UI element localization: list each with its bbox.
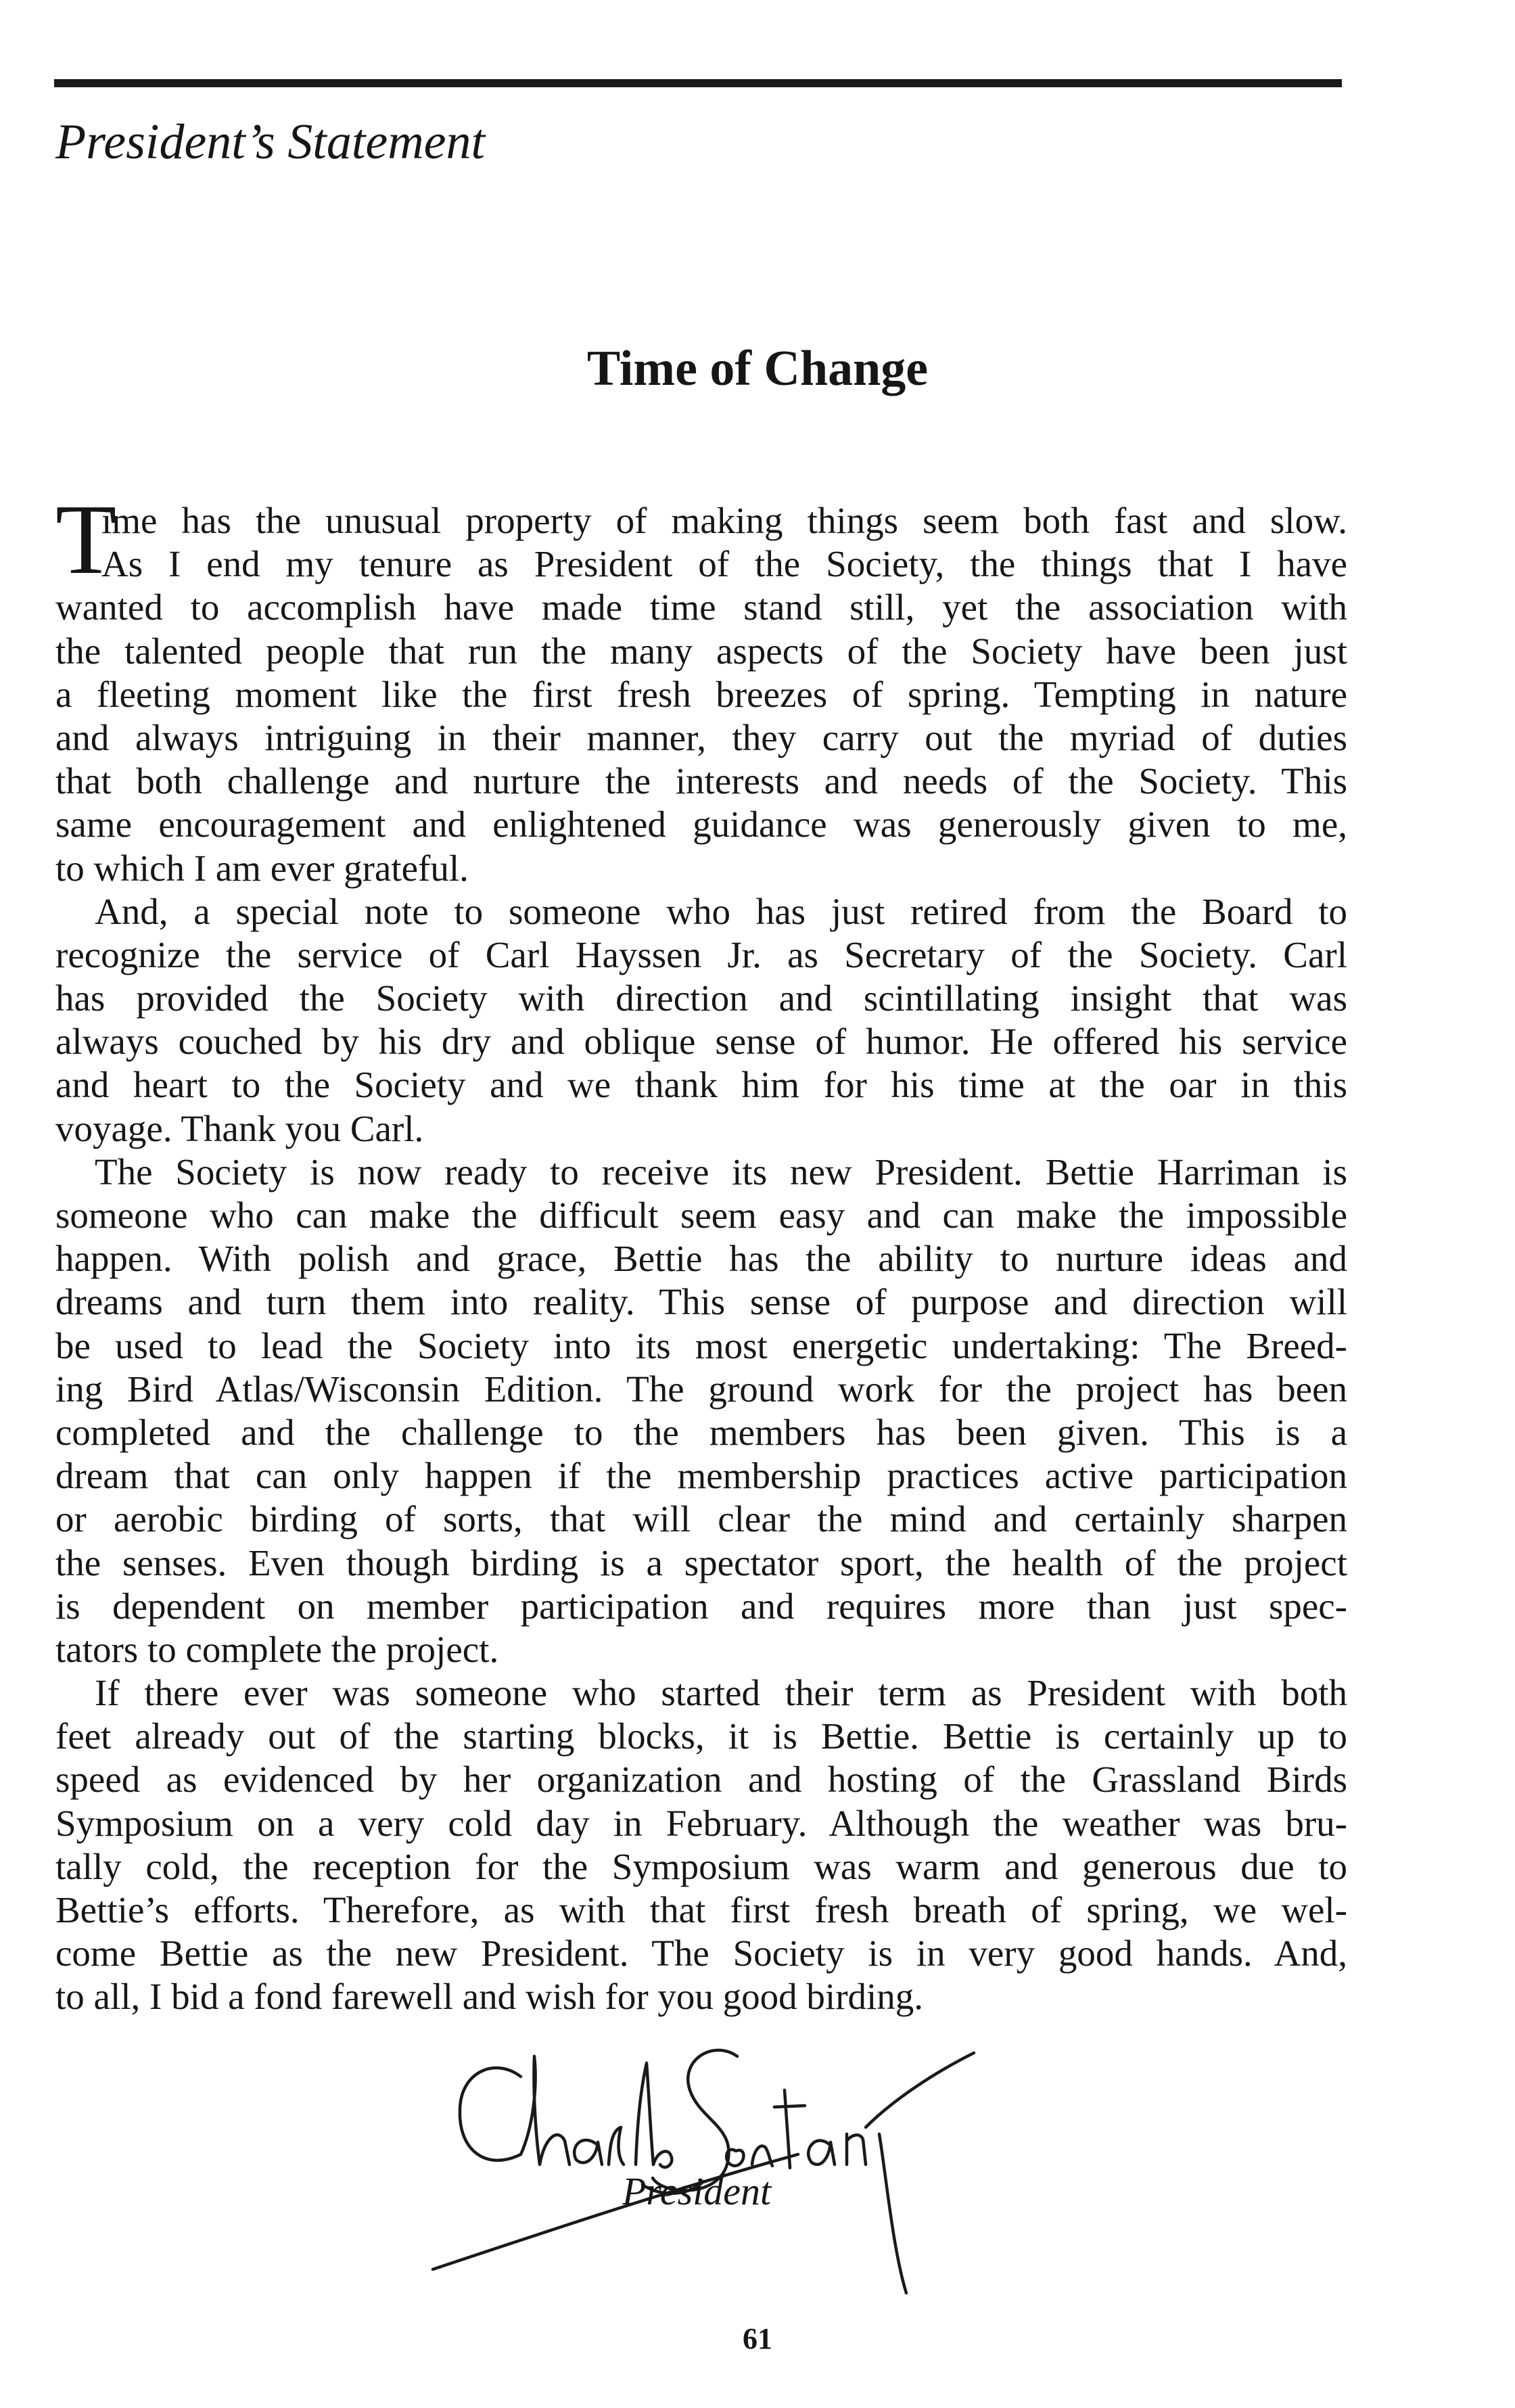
- text-line: ing Bird Atlas/Wisconsin Edition. The ground work for the project has been: [55, 1368, 1347, 1410]
- text-line: or aerobic birding of sorts, that will clear the mind and certainly sharpen: [55, 1498, 1347, 1540]
- text-line: voyage. Thank you Carl.: [55, 1107, 424, 1149]
- text-line: wanted to accomplish have made time stand still, yet the association with: [55, 586, 1347, 628]
- text-line: And, a special note to someone who has just retired from the Board to: [95, 890, 1347, 932]
- text-line: The Society is now ready to receive its new President. Bettie Harriman is: [95, 1151, 1347, 1193]
- text-line: ime has the unusual property of making things seem both fast and slow.: [101, 500, 1347, 541]
- text-line: completed and the challenge to the members has been given. This is a: [55, 1411, 1347, 1453]
- text-line: speed as evidenced by her organization and hosting of the Grassland Birds: [55, 1759, 1347, 1801]
- text-line: happen. With polish and grace, Bettie has the ability to nurture ideas and: [55, 1238, 1347, 1280]
- text-line: has provided the Society with direction and scintillating insight that was: [55, 977, 1347, 1019]
- text-line: recognize the service of Carl Hayssen Jr. as Secretary of the Society. Carl: [55, 933, 1347, 975]
- text-line: that both challenge and nurture the interests and needs of the Society. This: [55, 760, 1347, 802]
- text-line: to which I am ever grateful.: [55, 847, 469, 889]
- text-line: Symposium on a very cold day in February. Although the weather was bru-: [55, 1802, 1347, 1844]
- section-label: President’s Statement: [55, 114, 486, 170]
- text-line: and heart to the Society and we thank him for his time at the oar in this: [55, 1064, 1347, 1106]
- article-title: Time of Change: [586, 341, 929, 396]
- text-line: As I end my tenure as President of the Society, the things that I have: [101, 543, 1347, 585]
- text-line: always couched by his dry and oblique sense of humor. He offered his service: [55, 1021, 1347, 1063]
- page-number: 61: [743, 2322, 772, 2355]
- text-line: same encouragement and enlightened guidance was generously given to me,: [55, 804, 1347, 846]
- article-body: [55, 499, 1347, 2019]
- text-line: tators to complete the project.: [55, 1628, 499, 1670]
- text-line: someone who can make the difficult seem easy and can make the impossible: [55, 1195, 1347, 1236]
- text-line: feet already out of the starting blocks, it is Bettie. Bettie is certainly up to: [55, 1715, 1347, 1757]
- text-line: the senses. Even though birding is a spectator sport, the health of the project: [55, 1542, 1347, 1583]
- text-line: dream that can only happen if the membership practices active participation: [55, 1455, 1347, 1497]
- text-line: come Bettie as the new President. The Society is in very good hands. And,: [55, 1932, 1347, 1974]
- drop-cap: T: [55, 484, 117, 595]
- text-line: is dependent on member participation and requires more than just spec-: [55, 1585, 1347, 1627]
- text-line: Bettie’s efforts. Therefore, as with that first fresh breath of spring, we wel-: [55, 1889, 1347, 1930]
- signer-title: President: [622, 2169, 772, 2213]
- text-line: If there ever was someone who started their term as President with both: [95, 1672, 1347, 1714]
- text-line: the talented people that run the many aspects of the Society have been just: [55, 630, 1347, 672]
- text-line: tally cold, the reception for the Symposium was warm and generous due to: [55, 1845, 1347, 1887]
- header-rule: [54, 79, 1342, 87]
- text-line: to all, I bid a fond farewell and wish for you good birding.: [55, 1976, 924, 2018]
- text-line: and always intriguing in their manner, they carry out the myriad of duties: [55, 716, 1347, 758]
- text-line: dreams and turn them into reality. This sense of purpose and direction will: [55, 1281, 1347, 1323]
- text-line: a fleeting moment like the first fresh breezes of spring. Tempting in nature: [55, 673, 1347, 715]
- text-line: be used to lead the Society into its most energetic undertaking: The Breed-: [55, 1324, 1347, 1366]
